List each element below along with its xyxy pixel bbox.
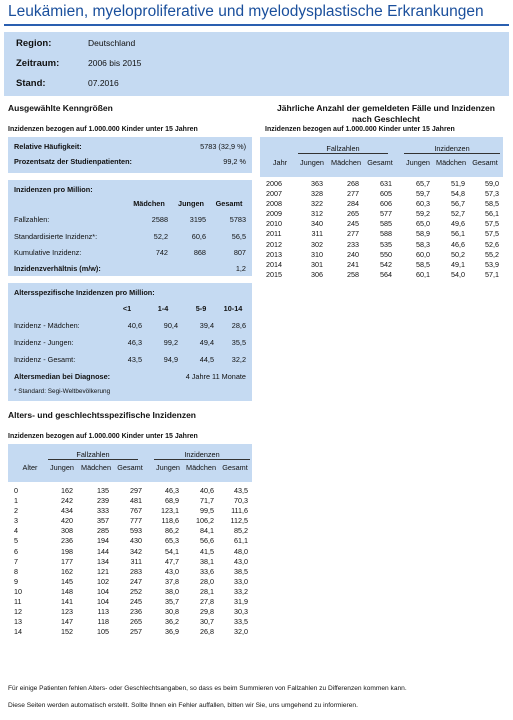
table-row xyxy=(8,496,252,506)
table-cell: 239 xyxy=(97,496,109,506)
table-cell: 61,1 xyxy=(234,536,248,546)
ipm-cell: 56,5 xyxy=(231,232,246,241)
table-cell: 257 xyxy=(130,627,142,637)
table-cell: 57,5 xyxy=(485,219,499,229)
ipm-heading: Inzidenzen pro Million: xyxy=(14,185,93,194)
table-cell: 27,8 xyxy=(200,597,214,607)
yearly-col: Gesamt xyxy=(367,158,393,167)
footer-note-1: Für einige Patienten fehlen Alters- oder Geschlechtsangaben, so dass es beim Summieren von Fallzahlen zu Differenzen kommen kann. xyxy=(8,685,407,692)
table-row xyxy=(260,189,503,199)
table-cell: 56,1 xyxy=(485,209,499,219)
table-cell: 56,6 xyxy=(200,536,214,546)
title-rule xyxy=(4,24,509,26)
table-cell: 99,5 xyxy=(200,506,214,516)
table-cell: 162 xyxy=(61,566,73,576)
alters-cell: 44,5 xyxy=(199,355,214,364)
alters-heading: Altersspezifische Inzidenzen pro Million: xyxy=(14,288,155,297)
table-cell: 55,2 xyxy=(485,249,499,259)
table-row xyxy=(8,516,252,526)
table-cell: 29,8 xyxy=(200,607,214,617)
table-cell: 240 xyxy=(347,249,359,259)
row-key-cell: 2014 xyxy=(266,259,282,269)
table-cell: 306 xyxy=(311,269,323,279)
table-cell: 242 xyxy=(61,496,73,506)
table-cell: 48,0 xyxy=(234,546,248,556)
table-cell: 53,9 xyxy=(485,259,499,269)
table-row xyxy=(260,179,503,189)
table-cell: 535 xyxy=(380,239,392,249)
table-cell: 236 xyxy=(130,607,142,617)
row-key-cell: 2006 xyxy=(266,179,282,188)
table-cell: 247 xyxy=(130,576,142,586)
alters-cell: 49,4 xyxy=(199,338,214,347)
yearly-heading-2: nach Geschlecht xyxy=(351,114,421,124)
agesex-table xyxy=(8,486,252,637)
table-cell: 38,1 xyxy=(200,556,214,566)
ipm-col-gesamt: Gesamt xyxy=(215,199,243,208)
yearly-group-fallzahlen: Fallzahlen xyxy=(298,144,388,154)
table-cell: 777 xyxy=(130,516,142,526)
table-cell: 284 xyxy=(347,199,359,209)
relative-panel xyxy=(8,137,252,173)
standard-note: * Standard: Segi-Weltbevölkerung xyxy=(14,388,111,395)
alters-panel xyxy=(8,283,252,401)
row-key-cell: 2008 xyxy=(266,199,282,209)
table-row xyxy=(260,229,503,239)
table-row xyxy=(8,587,252,597)
table-cell: 311 xyxy=(130,556,142,566)
yearly-heading-1: Jährliche Anzahl der gemeldeten Fälle und Inzidenzen xyxy=(277,103,495,113)
table-cell: 283 xyxy=(130,566,142,576)
table-cell: 585 xyxy=(380,219,392,229)
table-cell: 363 xyxy=(311,179,323,188)
table-cell: 147 xyxy=(61,617,73,627)
table-cell: 33,2 xyxy=(234,586,248,596)
table-cell: 104 xyxy=(97,597,109,607)
table-cell: 59,7 xyxy=(416,189,430,199)
table-cell: 31,9 xyxy=(234,597,248,607)
agesex-col: Jungen xyxy=(156,463,180,472)
table-cell: 30,7 xyxy=(200,617,214,627)
ipm-cell: 2588 xyxy=(151,215,168,224)
table-cell: 26,8 xyxy=(200,627,214,637)
table-cell: 28,0 xyxy=(200,576,214,586)
ipm-cell: 807 xyxy=(233,248,246,257)
report-header xyxy=(4,32,509,96)
median-label: Altersmedian bei Diagnose: xyxy=(14,372,111,381)
table-cell: 311 xyxy=(311,229,323,239)
row-key-cell: 12 xyxy=(14,607,22,617)
agesex-subheading: Inzidenzen bezogen auf 1.000.000 Kinder unter 15 Jahren xyxy=(8,433,198,440)
table-cell: 28,1 xyxy=(200,586,214,596)
table-cell: 60,3 xyxy=(416,199,430,209)
row-key-cell: 2011 xyxy=(266,229,282,239)
table-row xyxy=(260,199,503,209)
row-key-cell: 2009 xyxy=(266,209,282,219)
table-cell: 70,3 xyxy=(234,496,248,506)
table-cell: 57,1 xyxy=(485,269,499,279)
table-cell: 86,2 xyxy=(165,526,179,536)
table-cell: 134 xyxy=(97,556,109,566)
table-cell: 106,2 xyxy=(196,516,214,526)
table-cell: 308 xyxy=(61,526,73,536)
table-cell: 49,1 xyxy=(451,259,465,269)
table-cell: 177 xyxy=(61,556,73,566)
table-cell: 30,3 xyxy=(234,607,248,617)
table-cell: 118,6 xyxy=(161,516,179,526)
table-cell: 65,3 xyxy=(165,536,179,546)
table-cell: 542 xyxy=(380,259,392,269)
table-cell: 297 xyxy=(130,486,142,495)
row-key-cell: 2007 xyxy=(266,189,282,199)
table-cell: 30,8 xyxy=(165,607,179,617)
row-key-cell: 0 xyxy=(14,486,18,495)
table-cell: 277 xyxy=(347,229,359,239)
table-cell: 302 xyxy=(311,239,323,249)
table-cell: 606 xyxy=(380,199,392,209)
relative-value: 5783 (32,9 %) xyxy=(200,142,246,151)
row-key-cell: 2013 xyxy=(266,249,282,259)
table-cell: 52,7 xyxy=(451,209,465,219)
table-cell: 58,5 xyxy=(485,199,499,209)
row-key-cell: 6 xyxy=(14,546,18,556)
table-row xyxy=(8,597,252,607)
table-cell: 68,9 xyxy=(165,496,179,506)
table-cell: 43,0 xyxy=(165,566,179,576)
table-row xyxy=(8,577,252,587)
table-cell: 56,1 xyxy=(451,229,465,239)
alters-cell: 32,2 xyxy=(231,355,246,364)
table-row xyxy=(260,270,503,280)
row-key-cell: 10 xyxy=(14,586,22,596)
ipm-cell: 60,6 xyxy=(191,232,206,241)
median-value: 4 Jahre 11 Monate xyxy=(185,372,246,381)
table-cell: 65,0 xyxy=(416,219,430,229)
row-key-cell: 9 xyxy=(14,576,18,586)
alters-col: 1-4 xyxy=(157,304,169,313)
table-row xyxy=(8,547,252,557)
alters-col: 5-9 xyxy=(195,304,207,313)
stand-value: 07.2016 xyxy=(88,78,119,88)
agesex-table-header xyxy=(8,444,252,482)
agesex-col: Mädchen xyxy=(80,463,112,472)
row-key-cell: 13 xyxy=(14,617,22,627)
alters-cell: 39,4 xyxy=(199,321,214,330)
table-cell: 141 xyxy=(61,597,73,607)
row-key-cell: 8 xyxy=(14,566,18,576)
table-cell: 46,3 xyxy=(165,486,179,495)
table-row xyxy=(8,567,252,577)
table-cell: 60,1 xyxy=(416,269,430,279)
table-cell: 481 xyxy=(130,496,142,506)
table-cell: 265 xyxy=(130,617,142,627)
table-cell: 333 xyxy=(97,506,109,516)
ipm-col-jungen: Jungen xyxy=(178,199,204,208)
row-key-cell: 2 xyxy=(14,506,18,516)
alters-row-label: Inzidenz - Mädchen: xyxy=(14,321,80,330)
table-cell: 47,7 xyxy=(165,556,179,566)
row-key-cell: 7 xyxy=(14,556,18,566)
table-cell: 57,5 xyxy=(485,229,499,239)
table-cell: 113 xyxy=(97,607,109,617)
table-cell: 65,7 xyxy=(416,179,430,188)
table-cell: 328 xyxy=(311,189,323,199)
ipm-panel xyxy=(8,180,252,276)
table-cell: 111,6 xyxy=(231,506,248,516)
alters-row-label: Inzidenz - Gesamt: xyxy=(14,355,76,364)
stand-label: Stand: xyxy=(16,78,46,89)
yearly-table xyxy=(260,179,503,280)
table-cell: 51,9 xyxy=(451,179,465,188)
table-cell: 56,7 xyxy=(451,199,465,209)
table-cell: 41,5 xyxy=(200,546,214,556)
kenngroessen-subheading: Inzidenzen bezogen auf 1.000.000 Kinder unter 15 Jahren xyxy=(8,126,198,133)
table-cell: 135 xyxy=(97,486,109,495)
relative-label: Relative Häufigkeit: xyxy=(14,142,82,151)
table-cell: 123,1 xyxy=(161,506,179,516)
table-cell: 322 xyxy=(311,199,323,209)
table-cell: 605 xyxy=(380,189,392,199)
table-cell: 148 xyxy=(61,586,73,596)
table-cell: 59,2 xyxy=(416,209,430,219)
table-cell: 310 xyxy=(311,249,323,259)
table-cell: 631 xyxy=(380,179,392,188)
alters-cell: 99,2 xyxy=(163,338,178,347)
table-cell: 33,0 xyxy=(234,576,248,586)
alters-cell: 43,5 xyxy=(127,355,142,364)
table-cell: 194 xyxy=(97,536,109,546)
row-key-cell: 4 xyxy=(14,526,18,536)
agesex-group-inzidenzen: Inzidenzen xyxy=(154,450,250,460)
table-cell: 198 xyxy=(61,546,73,556)
table-cell: 58,9 xyxy=(416,229,430,239)
table-cell: 577 xyxy=(380,209,392,219)
table-cell: 123 xyxy=(61,607,73,617)
row-key-cell: 2015 xyxy=(266,269,282,279)
table-cell: 420 xyxy=(61,516,73,526)
table-cell: 233 xyxy=(347,239,359,249)
agesex-col-alter: Alter xyxy=(22,463,38,472)
yearly-table-header xyxy=(260,137,503,177)
table-cell: 105 xyxy=(97,627,109,637)
table-cell: 340 xyxy=(311,219,323,229)
ipm-col-maedchen: Mädchen xyxy=(133,199,165,208)
yearly-subheading: Inzidenzen bezogen auf 1.000.000 Kinder unter 15 Jahren xyxy=(265,126,455,133)
table-row xyxy=(260,209,503,219)
table-cell: 32,0 xyxy=(234,627,248,637)
ipm-cell: 742 xyxy=(155,248,168,257)
table-row xyxy=(260,260,503,270)
table-row xyxy=(8,627,252,637)
table-cell: 145 xyxy=(61,576,73,586)
table-cell: 277 xyxy=(347,189,359,199)
table-cell: 59,0 xyxy=(485,179,499,188)
table-cell: 152 xyxy=(61,627,73,637)
table-cell: 58,3 xyxy=(416,239,430,249)
table-cell: 118 xyxy=(97,617,109,627)
table-row xyxy=(8,557,252,567)
agesex-col: Gesamt xyxy=(117,463,143,472)
table-cell: 245 xyxy=(130,597,142,607)
table-cell: 312 xyxy=(311,209,323,219)
table-cell: 43,5 xyxy=(234,486,248,495)
table-row xyxy=(8,506,252,516)
table-cell: 33,5 xyxy=(234,617,248,627)
zeitraum-value: 2006 bis 2015 xyxy=(88,58,142,68)
agesex-col: Gesamt xyxy=(222,463,248,472)
table-row xyxy=(8,526,252,536)
alters-cell: 35,5 xyxy=(231,338,246,347)
alters-col: 10-14 xyxy=(223,304,243,313)
table-cell: 252 xyxy=(130,586,142,596)
ipm-row-label: Kumulative Inzidenz: xyxy=(14,248,82,257)
agesex-col: Mädchen xyxy=(185,463,217,472)
table-cell: 33,6 xyxy=(200,566,214,576)
alters-cell: 90,4 xyxy=(163,321,178,330)
table-cell: 46,6 xyxy=(451,239,465,249)
prozent-label: Prozentsatz der Studienpatienten: xyxy=(14,157,132,166)
table-cell: 268 xyxy=(347,179,359,188)
alters-cell: 40,6 xyxy=(127,321,142,330)
row-key-cell: 2010 xyxy=(266,219,282,229)
zeitraum-label: Zeitraum: xyxy=(16,58,60,69)
table-cell: 258 xyxy=(347,269,359,279)
table-cell: 36,9 xyxy=(165,627,179,637)
table-cell: 241 xyxy=(347,259,359,269)
agesex-heading: Alters- und geschlechtsspezifische Inzidenzen xyxy=(8,410,196,420)
table-cell: 40,6 xyxy=(200,486,214,495)
table-cell: 71,7 xyxy=(200,496,214,506)
table-row xyxy=(8,536,252,546)
table-cell: 550 xyxy=(380,249,392,259)
yearly-col: Jungen xyxy=(406,158,430,167)
table-cell: 434 xyxy=(61,506,73,516)
table-cell: 285 xyxy=(97,526,109,536)
table-cell: 35,7 xyxy=(165,597,179,607)
row-key-cell: 3 xyxy=(14,516,18,526)
table-cell: 60,0 xyxy=(416,249,430,259)
table-cell: 245 xyxy=(347,219,359,229)
table-cell: 588 xyxy=(380,229,392,239)
alters-cell: 46,3 xyxy=(127,338,142,347)
table-cell: 58,5 xyxy=(416,259,430,269)
table-cell: 236 xyxy=(61,536,73,546)
table-cell: 265 xyxy=(347,209,359,219)
table-row xyxy=(260,219,503,229)
table-cell: 767 xyxy=(130,506,142,516)
kenngroessen-heading: Ausgewählte Kenngrößen xyxy=(8,103,113,113)
yearly-col: Mädchen xyxy=(435,158,467,167)
table-row xyxy=(8,486,252,496)
table-cell: 104 xyxy=(97,586,109,596)
yearly-col: Mädchen xyxy=(330,158,362,167)
region-label: Region: xyxy=(16,38,52,49)
table-cell: 49,6 xyxy=(451,219,465,229)
table-row xyxy=(8,607,252,617)
row-key-cell: 11 xyxy=(14,597,22,607)
table-cell: 85,2 xyxy=(234,526,248,536)
table-cell: 52,6 xyxy=(485,239,499,249)
table-cell: 301 xyxy=(311,259,323,269)
table-cell: 37,8 xyxy=(165,576,179,586)
prozent-value: 99,2 % xyxy=(223,157,246,166)
table-row xyxy=(260,250,503,260)
ipm-cell: 5783 xyxy=(229,215,246,224)
table-cell: 38,0 xyxy=(165,586,179,596)
table-row xyxy=(8,617,252,627)
table-cell: 50,2 xyxy=(451,249,465,259)
table-cell: 36,2 xyxy=(165,617,179,627)
agesex-col: Jungen xyxy=(50,463,74,472)
ratio-value: 1,2 xyxy=(235,264,246,273)
table-cell: 54,1 xyxy=(165,546,179,556)
table-cell: 112,5 xyxy=(230,516,248,526)
region-value: Deutschland xyxy=(88,38,136,48)
row-key-cell: 2012 xyxy=(266,239,282,249)
table-cell: 357 xyxy=(97,516,109,526)
alters-row-label: Inzidenz - Jungen: xyxy=(14,338,74,347)
row-key-cell: 1 xyxy=(14,496,18,506)
ipm-cell: 3195 xyxy=(189,215,206,224)
table-cell: 54,8 xyxy=(451,189,465,199)
alters-col: <1 xyxy=(122,304,132,313)
agesex-group-fallzahlen: Fallzahlen xyxy=(48,450,138,460)
yearly-col-jahr: Jahr xyxy=(272,158,288,167)
table-cell: 593 xyxy=(130,526,142,536)
yearly-col: Gesamt xyxy=(472,158,498,167)
row-key-cell: 5 xyxy=(14,536,18,546)
ipm-cell: 868 xyxy=(193,248,206,257)
ratio-label: Inzidenzverhältnis (m/w): xyxy=(14,264,101,273)
table-cell: 564 xyxy=(380,269,392,279)
table-cell: 57,3 xyxy=(485,189,499,199)
table-cell: 342 xyxy=(130,546,142,556)
page-title: Leukämien, myeloproliferative und myelodysplastische Erkrankungen xyxy=(8,3,484,20)
table-cell: 84,1 xyxy=(200,526,214,536)
table-cell: 144 xyxy=(97,546,109,556)
alters-cell: 28,6 xyxy=(231,321,246,330)
table-cell: 38,5 xyxy=(234,566,248,576)
ipm-cell: 52,2 xyxy=(153,232,168,241)
ipm-row-label: Standardisierte Inzidenz*: xyxy=(14,232,98,241)
table-cell: 162 xyxy=(61,486,73,495)
table-cell: 102 xyxy=(97,576,109,586)
ipm-row-label: Fallzahlen: xyxy=(14,215,50,224)
table-row xyxy=(260,240,503,250)
alters-cell: 94,9 xyxy=(163,355,178,364)
yearly-col: Jungen xyxy=(300,158,324,167)
row-key-cell: 14 xyxy=(14,627,22,637)
table-cell: 43,0 xyxy=(234,556,248,566)
footer-note-2: Diese Seiten werden automatisch erstellt. Sollte Ihnen ein Fehler auffallen, bitten wir Sie, uns umgehend zu informieren. xyxy=(8,702,358,709)
table-cell: 121 xyxy=(97,566,109,576)
table-cell: 54,0 xyxy=(451,269,465,279)
table-cell: 430 xyxy=(130,536,142,546)
yearly-group-inzidenzen: Inzidenzen xyxy=(404,144,500,154)
